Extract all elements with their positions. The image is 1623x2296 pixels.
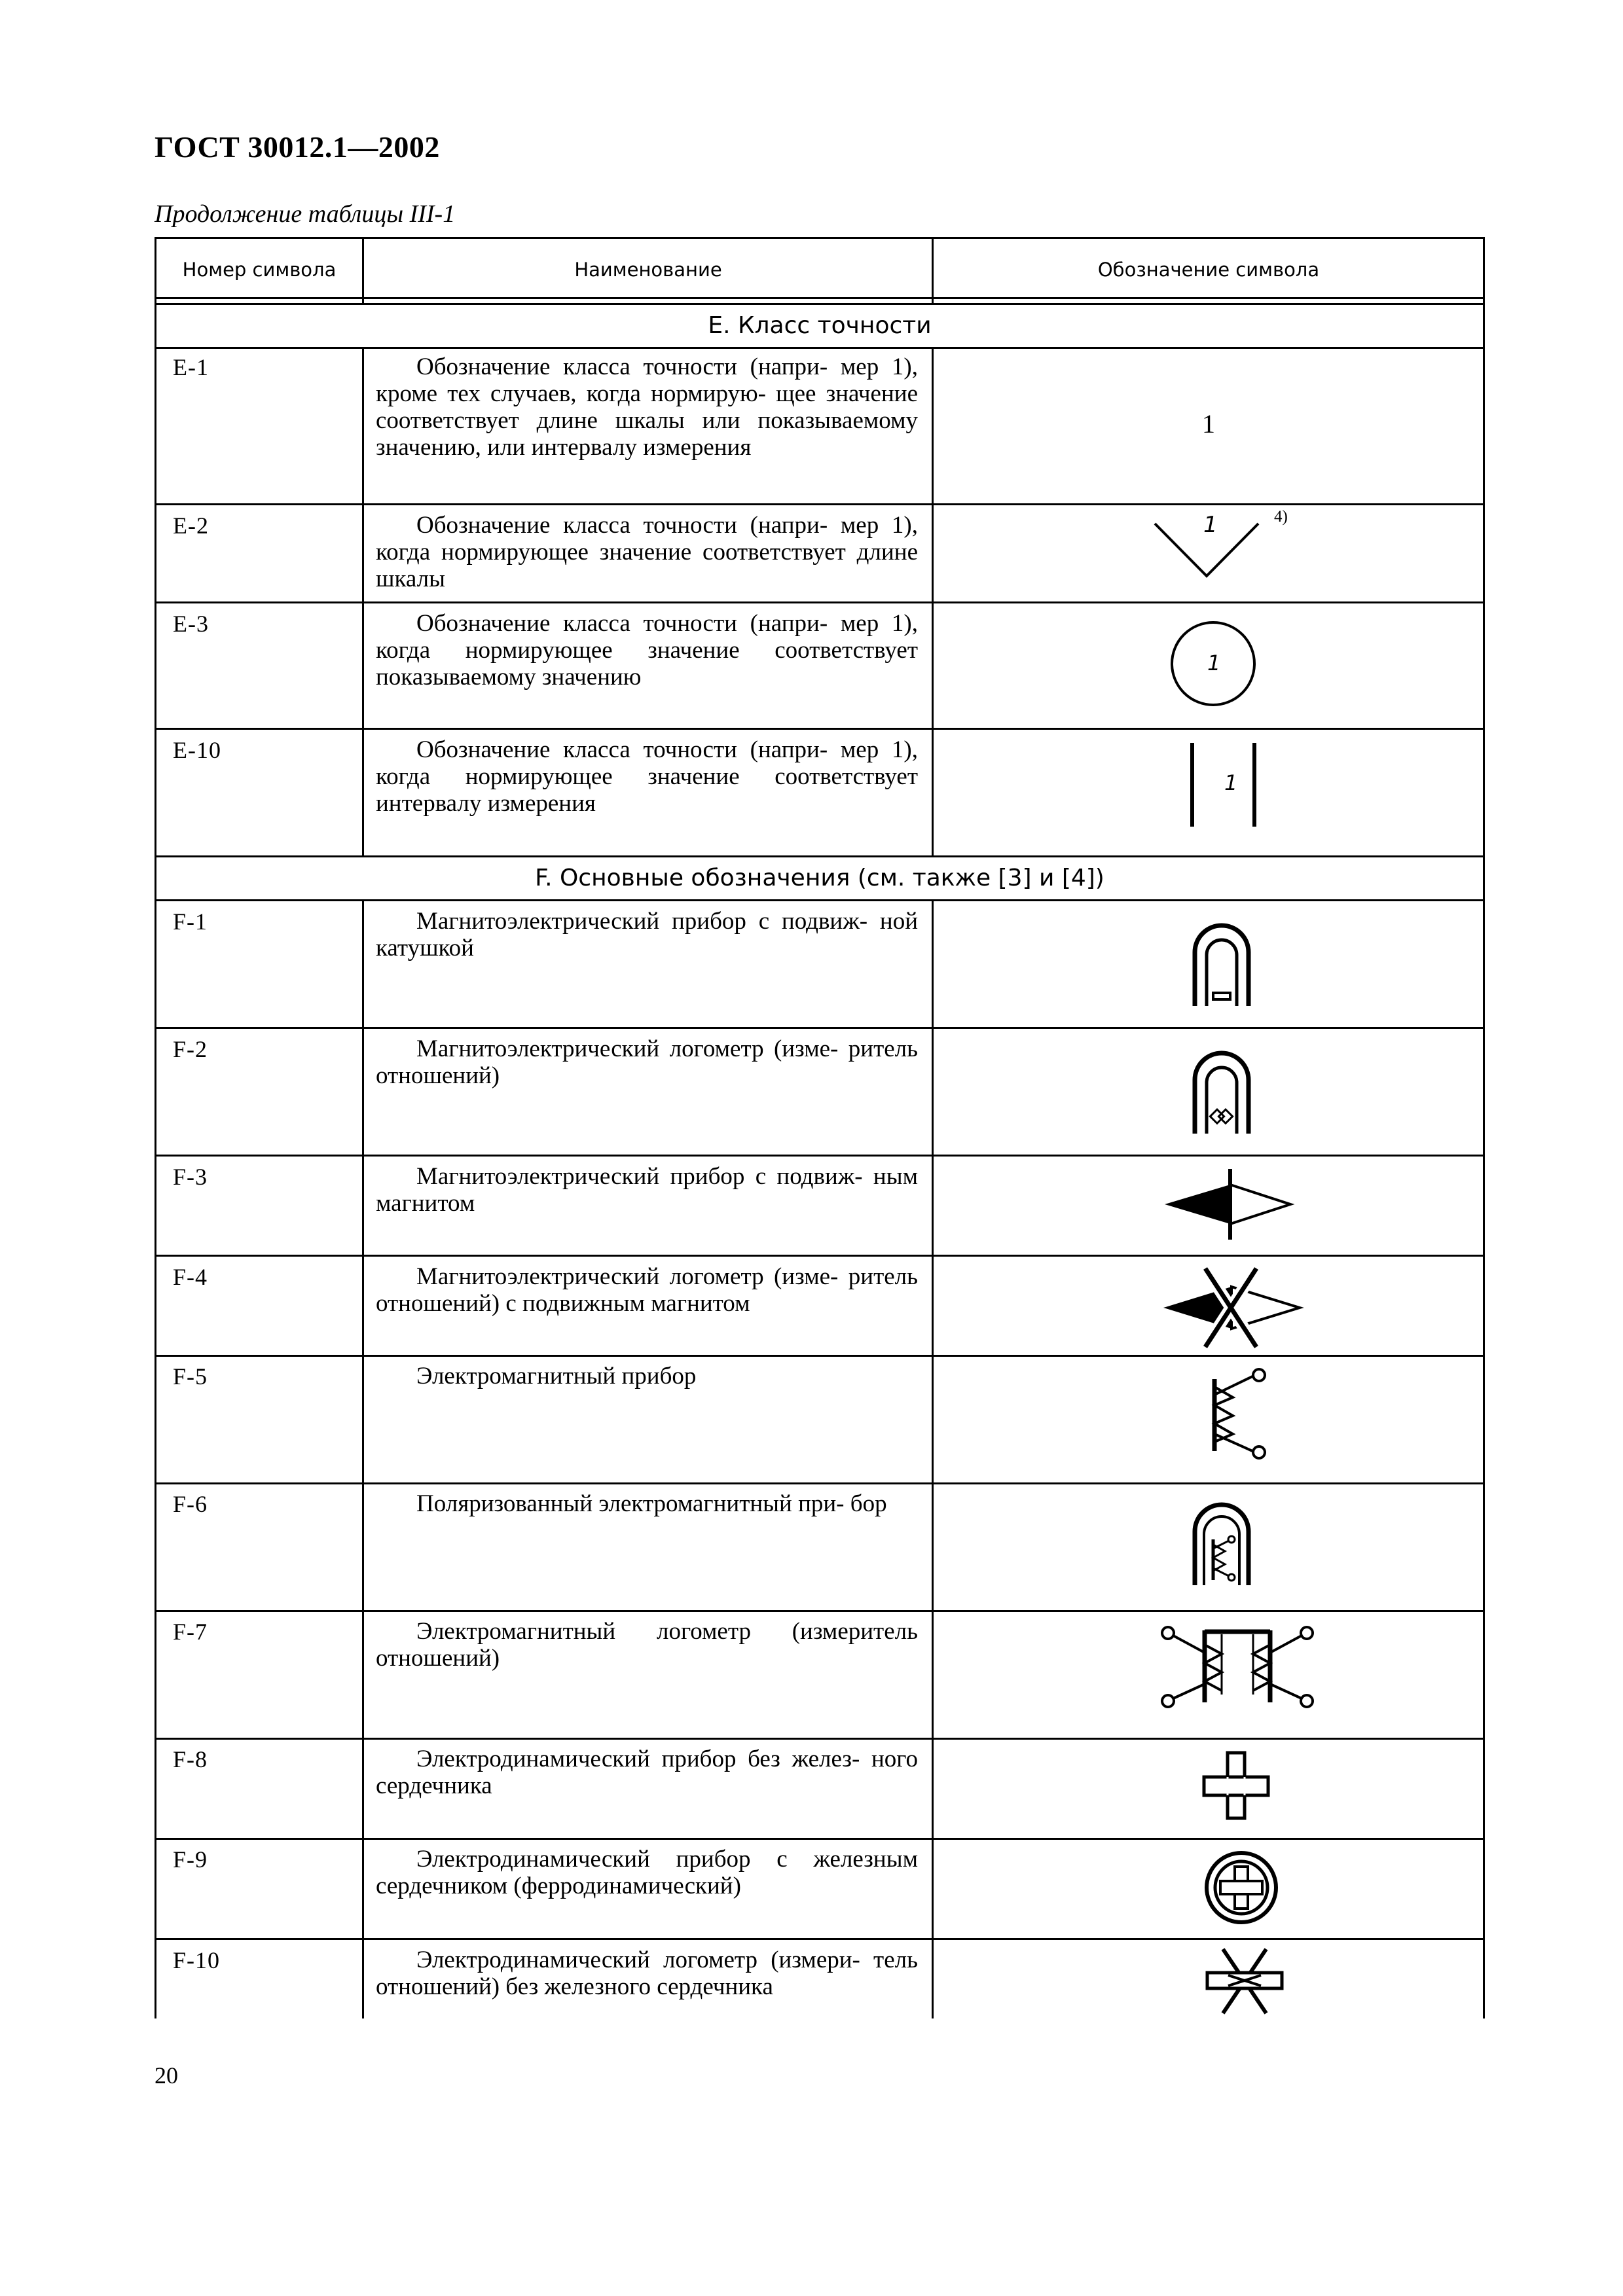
accuracy-class-value: 1: [1224, 770, 1238, 795]
header-divider-double: [155, 303, 1485, 305]
row-divider: [155, 728, 1485, 730]
header-divider: [155, 297, 1485, 299]
electrodynamic-instrument-iron-free-icon: [1200, 1750, 1272, 1822]
row-name: Магнитоэлектрический логометр (изме- ритель отношений) с подвижным магнитом: [376, 1263, 918, 1317]
row-divider: [155, 1155, 1485, 1157]
accuracy-class-value: 1: [1202, 409, 1215, 439]
row-name: Обозначение класса точности (напри- мер 1), когда нормирующее значение соответствует длине шкалы: [376, 512, 918, 592]
row-number: F-6: [173, 1491, 208, 1517]
row-number: F-3: [173, 1164, 208, 1190]
row-number: F-1: [173, 908, 208, 935]
table-continuation-caption: Продолжение таблицы III-1: [155, 200, 456, 228]
moving-iron-instrument-icon: [1192, 1365, 1277, 1463]
row-number: E-10: [173, 737, 221, 763]
row-name: Поляризованный электромагнитный при- бор: [416, 1490, 887, 1517]
ferrodynamic-instrument-icon: [1202, 1848, 1281, 1927]
row-divider: [155, 855, 1485, 857]
row-name: Обозначение класса точности (напри- мер 1), когда нормирующее значение соответствует интервалу измерения: [376, 736, 918, 817]
electrodynamic-ratiometer-iron-free-icon: [1202, 1945, 1287, 2017]
row-name: Магнитоэлектрический логометр (изме- ритель отношений): [376, 1035, 918, 1089]
table-border-left: [155, 237, 156, 2018]
moving-magnet-instrument-icon: [1159, 1165, 1297, 1244]
moving-coil-instrument-icon: [1186, 913, 1258, 1011]
column-divider: [362, 899, 364, 2018]
row-divider: [155, 1255, 1485, 1257]
row-number: F-10: [173, 1947, 221, 1973]
column-divider: [932, 899, 934, 2018]
footnote-marker: 4): [1274, 508, 1288, 526]
row-name: Магнитоэлектрический прибор с подвиж- ной катушкой: [376, 908, 918, 961]
row-number: E-2: [173, 512, 209, 539]
row-number: F-8: [173, 1746, 208, 1772]
row-divider: [155, 1027, 1485, 1029]
symbols-table: [155, 237, 1485, 2018]
row-name: Магнитоэлектрический прибор с подвиж- ным магнитом: [376, 1163, 918, 1217]
moving-coil-ratiometer-icon: [1186, 1041, 1258, 1139]
row-divider: [155, 899, 1485, 901]
column-header-number: Номер символа: [182, 259, 337, 281]
moving-magnet-ratiometer-icon: [1159, 1265, 1304, 1351]
row-divider: [155, 503, 1485, 505]
row-divider: [155, 347, 1485, 349]
row-divider: [155, 1610, 1485, 1612]
row-name: Электродинамический прибор без желез- ного сердечника: [376, 1746, 918, 1799]
accuracy-class-value: 1: [1207, 651, 1221, 675]
row-name: Электромагнитный прибор: [416, 1363, 697, 1390]
document-standard-header: ГОСТ 30012.1—2002: [155, 130, 440, 164]
accuracy-class-value: 1: [1203, 512, 1218, 538]
row-name: Обозначение класса точности (напри- мер 1), кроме тех случаев, когда нормирую- щее значение соответствует длине шкалы или показываемому значению, или интервалу измерения: [376, 353, 918, 461]
row-number: F-7: [173, 1619, 208, 1645]
row-number: F-5: [173, 1363, 208, 1390]
row-divider: [155, 1738, 1485, 1740]
table-border-top: [155, 237, 1485, 239]
row-number: F-9: [173, 1846, 208, 1873]
column-header-name: Наименование: [574, 259, 722, 281]
row-number: F-4: [173, 1264, 208, 1290]
row-name: Электромагнитный логометр (измеритель отношений): [376, 1618, 918, 1672]
row-name: Электродинамический прибор с железным сердечником (ферродинамический): [376, 1846, 918, 1899]
row-number: F-2: [173, 1036, 208, 1062]
polarized-moving-iron-instrument-icon: [1186, 1492, 1258, 1590]
section-heading-e: E. Класс точности: [708, 312, 932, 339]
section-heading-f: F. Основные обозначения (см. также [3] и [4]): [535, 865, 1104, 891]
row-divider: [155, 1838, 1485, 1840]
row-divider: [155, 601, 1485, 603]
row-name: Обозначение класса точности (напри- мер 1), когда нормирующее значение соответствует показываемому значению: [376, 610, 918, 691]
row-divider: [155, 1482, 1485, 1484]
column-divider: [362, 347, 364, 856]
page-number: 20: [155, 2062, 178, 2089]
row-number: E-3: [173, 611, 209, 637]
row-name: Электродинамический логометр (измери- тель отношений) без железного сердечника: [376, 1946, 918, 2000]
moving-iron-ratiometer-icon: [1156, 1616, 1320, 1714]
column-divider: [932, 347, 934, 856]
row-divider: [155, 1938, 1485, 1940]
row-divider: [155, 1355, 1485, 1357]
table-border-right: [1483, 237, 1485, 2018]
row-number: E-1: [173, 354, 209, 380]
column-header-symbol: Обозначение символа: [1097, 259, 1320, 281]
